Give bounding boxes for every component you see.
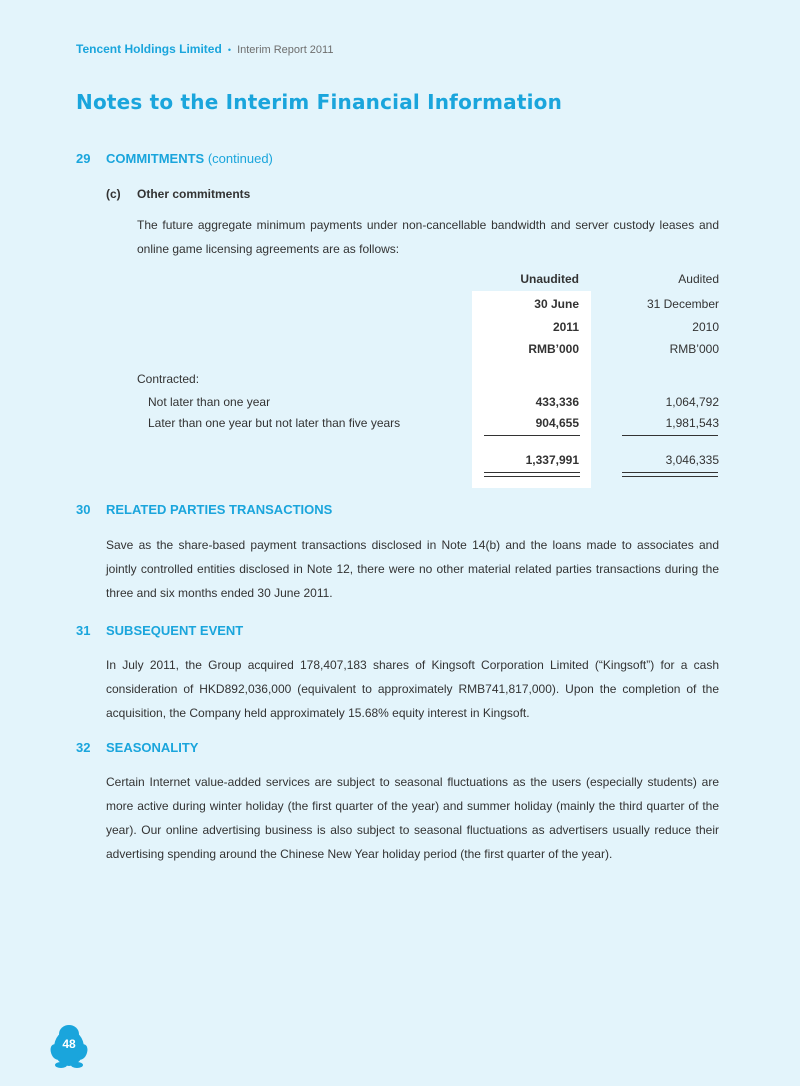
row-value-prior: 1,981,543 <box>665 416 719 430</box>
col1-date: 30 June <box>534 297 579 311</box>
total-value-current: 1,337,991 <box>525 453 579 467</box>
subtotal-rule-prior <box>622 435 718 436</box>
col2-unit: RMB’000 <box>669 342 719 356</box>
header-report: Interim Report 2011 <box>237 44 334 56</box>
section-29-number: 29 <box>76 151 91 166</box>
section-31-number: 31 <box>76 623 91 638</box>
subsection-c-heading <box>106 187 250 201</box>
section-29-continued: (continued) <box>207 151 273 166</box>
section-30-text: Save as the share-based payment transactions disclosed in Note 14(b) and the loans made to associates and jointly controlled entities disclosed in Note 12, there were no other material related parties transactions during the three and six months ended 30 June 2011. <box>106 538 719 600</box>
col1-year: 2011 <box>552 320 579 334</box>
total-double-rule-prior <box>622 476 718 477</box>
section-29-heading <box>76 151 273 166</box>
subtotal-rule-current <box>484 435 580 436</box>
section-30-heading <box>76 502 332 517</box>
section-31-text: In July 2011, the Group acquired 178,407,183 shares of Kingsoft Corporation Limited (“Kingsoft”) for a cash consideration of HKD892,036,000 (equivalent to approximately RMB741,817,000). Upon the completion of the acquisition, the Company held approximately 15.68% equity interest in Kingsoft. <box>106 658 719 720</box>
page-number: 48 <box>62 1037 76 1051</box>
col2-status: Audited <box>678 272 719 286</box>
subsection-c-title: Other commitments <box>137 187 251 201</box>
col1-status: Unaudited <box>520 272 579 286</box>
row-label: Later than one year but not later than five years <box>148 416 401 430</box>
total-double-rule-current <box>484 476 580 477</box>
section-30-title: RELATED PARTIES TRANSACTIONS <box>106 502 333 517</box>
running-header <box>76 42 333 56</box>
total-value-prior: 3,046,335 <box>665 453 719 467</box>
row-label: Not later than one year <box>148 395 271 409</box>
group-label: Contracted: <box>137 372 200 386</box>
section-32-heading <box>76 740 198 755</box>
col2-year: 2010 <box>692 320 719 334</box>
page-title: Notes to the Interim Financial Information <box>76 90 563 114</box>
section-31-heading <box>76 623 243 638</box>
subsection-c-letter: (c) <box>106 187 121 201</box>
row-value-prior: 1,064,792 <box>665 395 719 409</box>
header-company: Tencent Holdings Limited <box>76 42 222 56</box>
total-double-rule-current <box>484 472 580 473</box>
row-value-current: 904,655 <box>535 416 579 430</box>
section-29-title: COMMITMENTS <box>106 151 205 166</box>
section-31-title: SUBSEQUENT EVENT <box>106 623 244 638</box>
section-32-number: 32 <box>76 740 91 755</box>
row-value-current: 433,336 <box>535 395 579 409</box>
col2-date: 31 December <box>646 297 719 311</box>
subsection-c-text: The future aggregate minimum payments under non-cancellable bandwidth and server custody leases and online game licensing agreements are as follows: <box>137 218 719 256</box>
col1-unit: RMB’000 <box>528 342 579 356</box>
section-32-title: SEASONALITY <box>106 740 199 755</box>
section-32-text: Certain Internet value-added services are subject to seasonal fluctuations as the users (especially students) are more active during winter holiday (the first quarter of the year) and summer holiday (mainly the third quarter of the year). Our online advertising business is also subject to seasonal fluctuations as advertisers usually reduce their advertising spending around the Chinese New Year holiday period (the first quarter of the year). <box>106 775 719 861</box>
total-double-rule-prior <box>622 472 718 473</box>
section-30-number: 30 <box>76 502 91 517</box>
header-separator: • <box>227 45 231 55</box>
